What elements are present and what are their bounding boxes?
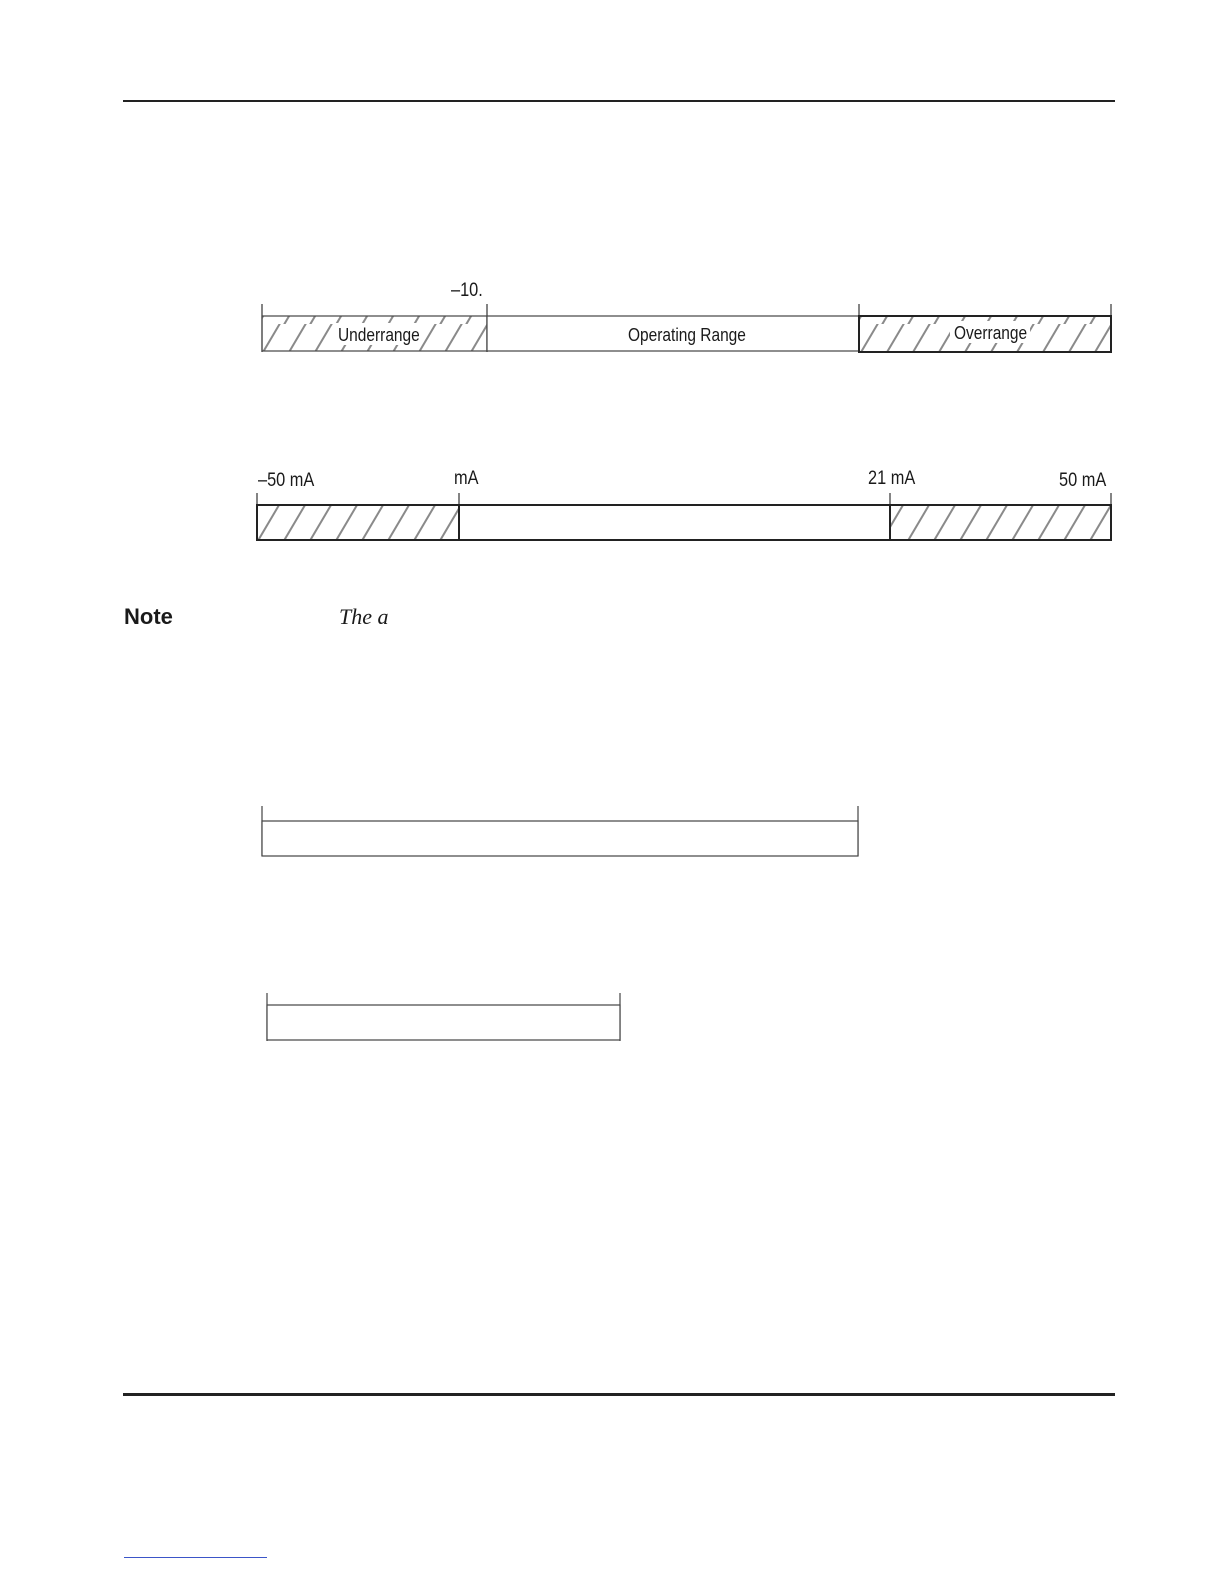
- current-max-label: 50 mA: [1059, 470, 1107, 491]
- voltage-marker-label: –10.: [451, 280, 483, 301]
- current-underrange-segment: [257, 505, 459, 540]
- note-text: The a: [339, 604, 389, 629]
- underrange-label: Underrange: [338, 325, 420, 345]
- operating-range-label: Operating Range: [628, 325, 746, 345]
- current-high-label: 21 mA: [868, 468, 916, 489]
- blank-bar-2: [267, 1005, 620, 1040]
- overrange-label: Overrange: [954, 323, 1028, 343]
- current-overrange-segment: [890, 505, 1111, 540]
- current-low-label: mA: [454, 468, 479, 489]
- current-operating-segment: [459, 505, 890, 540]
- blank-range-diagram-1: [262, 806, 858, 856]
- note-heading: Note: [124, 604, 173, 629]
- blank-range-diagram-2: [267, 993, 620, 1041]
- blank-bar-1: [262, 821, 858, 856]
- current-min-label: –50 mA: [258, 470, 315, 491]
- current-range-diagram: [257, 493, 1111, 540]
